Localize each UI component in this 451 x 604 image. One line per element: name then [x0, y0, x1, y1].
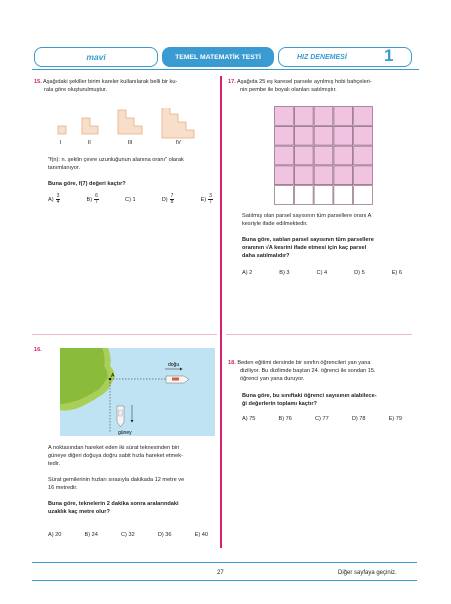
q15-number: 15. — [34, 79, 42, 85]
parcel-sold — [354, 126, 373, 145]
next-page-note: Diğer sayfaya geçiniz. — [338, 570, 397, 576]
page-number: 27 — [217, 570, 224, 576]
header-brand: mavi — [34, 47, 158, 67]
shape-i — [58, 126, 66, 134]
left-separator — [32, 334, 217, 335]
q17-text: Satılmış olan parsel sayısının tüm parsellere oranı A kesriyle ifade edilmektedir. — [242, 213, 372, 228]
parcel-sold — [354, 107, 373, 126]
q18-option-e[interactable]: E) 79 — [388, 416, 402, 422]
header-rule — [32, 69, 419, 70]
q15-figures — [50, 108, 210, 150]
q15-def-line1: "f(n): n. şeklin çevre uzunluğunun alanına oranı" olarak — [48, 157, 184, 163]
q17-intro: 17. Aşağıda 25 eş karesel parsele ayrılmış hobi bahçeleri- nin pembe ile boyalı olanları satılmıştır. — [228, 79, 372, 94]
q15-option-a[interactable]: A) $\frac{3}{4}$ — [48, 193, 60, 205]
parcel-sold — [294, 126, 313, 145]
parcel-sold — [275, 166, 294, 185]
shape-ii — [82, 118, 98, 134]
parcel-sold — [314, 166, 333, 185]
parcel-sold — [275, 107, 294, 126]
q18-option-c[interactable]: C) 77 — [315, 416, 329, 422]
q16-number: 16. — [34, 347, 42, 353]
q15-def-line2: tanımlanıyor. — [48, 165, 81, 172]
q17-option-a[interactable]: A) 2 — [242, 270, 253, 276]
parcel-sold — [334, 126, 353, 145]
header-test-title: TEMEL MATEMATİK TESTİ — [162, 47, 274, 67]
q16-option-c[interactable]: C) 32 — [121, 532, 135, 538]
q15-definition — [48, 156, 218, 172]
parcel-sold — [294, 166, 313, 185]
label-iii: III — [128, 140, 133, 146]
parcel-sold — [334, 146, 353, 165]
parcel-sold — [334, 166, 353, 185]
q16-question: Buna göre, teknelerin 2 dakika sonra aralarındaki uzaklık kaç metre olur? — [48, 501, 179, 516]
q17-options — [242, 270, 402, 276]
header-test-number: 1 — [384, 46, 394, 65]
east-boat — [166, 376, 189, 383]
east-label: doğu — [168, 362, 180, 368]
parcel-sold — [354, 146, 373, 165]
q16-map — [60, 348, 215, 436]
q16-option-d[interactable]: D) 36 — [157, 532, 172, 538]
point-a-label: A — [111, 373, 115, 379]
q17-grid — [274, 106, 373, 205]
footer-rule — [32, 562, 417, 563]
right-separator — [226, 334, 412, 335]
column-divider — [220, 76, 222, 548]
footer-rule-bottom — [32, 580, 417, 581]
q16-option-b[interactable]: B) 24 — [84, 532, 98, 538]
q15-intro-line2: rala göre oluşturulmuştur. — [44, 87, 108, 94]
q15-options — [48, 194, 213, 205]
q15-option-b[interactable]: B) $\frac{6}{7}$ — [86, 193, 98, 205]
header-exam-type: HIZ DENEMESİ — [278, 47, 412, 67]
q17-option-e[interactable]: E) 6 — [391, 270, 402, 276]
parcel-unsold — [334, 186, 353, 205]
q16-text: A noktasından hareket eden iki sürat teknesinden biri güneye diğeri doğuya doğru sabit hızla hareket etmek- tedir. — [48, 445, 183, 468]
parcel-unsold — [294, 186, 313, 205]
q18-question: Buna göre, bu sınıftaki öğrenci sayısının alabilece- ği değerlerin toplamı kaçtır? — [242, 393, 377, 408]
q18-option-d[interactable]: D) 78 — [351, 416, 366, 422]
q15-intro — [34, 78, 214, 94]
parcel-sold — [334, 107, 353, 126]
parcel-sold — [275, 126, 294, 145]
q18-option-b[interactable]: B) 76 — [278, 416, 292, 422]
label-iv: IV — [176, 140, 181, 146]
parcel-sold — [314, 146, 333, 165]
q16-option-a[interactable]: A) 20 — [48, 532, 62, 538]
q15-option-d[interactable]: D) $\frac{7}{8}$ — [161, 193, 174, 205]
parcel-sold — [354, 166, 373, 185]
parcel-unsold — [354, 186, 373, 205]
q18-option-a[interactable]: A) 75 — [242, 416, 256, 422]
q17-option-d[interactable]: D) 5 — [354, 270, 365, 276]
parcel-sold — [314, 126, 333, 145]
q16-option-e[interactable]: E) 40 — [194, 532, 208, 538]
q16-speeds: Sürat gemilerinin hızları sırasıyla dakikada 12 metre ve 16 metredir. — [48, 477, 185, 492]
q15-option-e[interactable]: E) $\frac{3}{7}$ — [200, 193, 212, 205]
parcel-sold — [314, 107, 333, 126]
parcel-sold — [294, 107, 313, 126]
q17-option-b[interactable]: B) 3 — [279, 270, 290, 276]
parcel-unsold — [275, 186, 294, 205]
q17-option-c[interactable]: C) 4 — [316, 270, 328, 276]
shape-iii — [118, 110, 142, 134]
q18-options — [242, 416, 402, 422]
south-label: güney — [118, 430, 132, 436]
q15-question: Buna göre, f(7) değeri kaçtır? — [48, 181, 126, 187]
q18-text: 18. Beden eğitimi dersinde bir sınıfın öğrencileri yan yana diziliyor. Bu dizilimde baştan 24. öğrenci ile sondan 15. öğrenci yan yana duruyor. — [228, 360, 376, 383]
label-ii: II — [88, 140, 91, 146]
parcel-sold — [294, 146, 313, 165]
shape-iv — [162, 108, 194, 138]
label-i: I — [60, 140, 62, 146]
parcel-unsold — [314, 186, 333, 205]
q17-question: Buna göre, satılan parsel sayısının tüm parsellere oranının √A kesrini ifade etmesi için kaç parsel daha satılmalıdır? — [242, 237, 374, 260]
q15-intro-line1: Aşağıdaki şekiller birim kareler kullanılarak belli bir ku- — [43, 79, 178, 85]
q15-option-c[interactable]: C) 1 — [125, 196, 136, 203]
parcel-sold — [275, 146, 294, 165]
q16-options — [48, 532, 208, 538]
